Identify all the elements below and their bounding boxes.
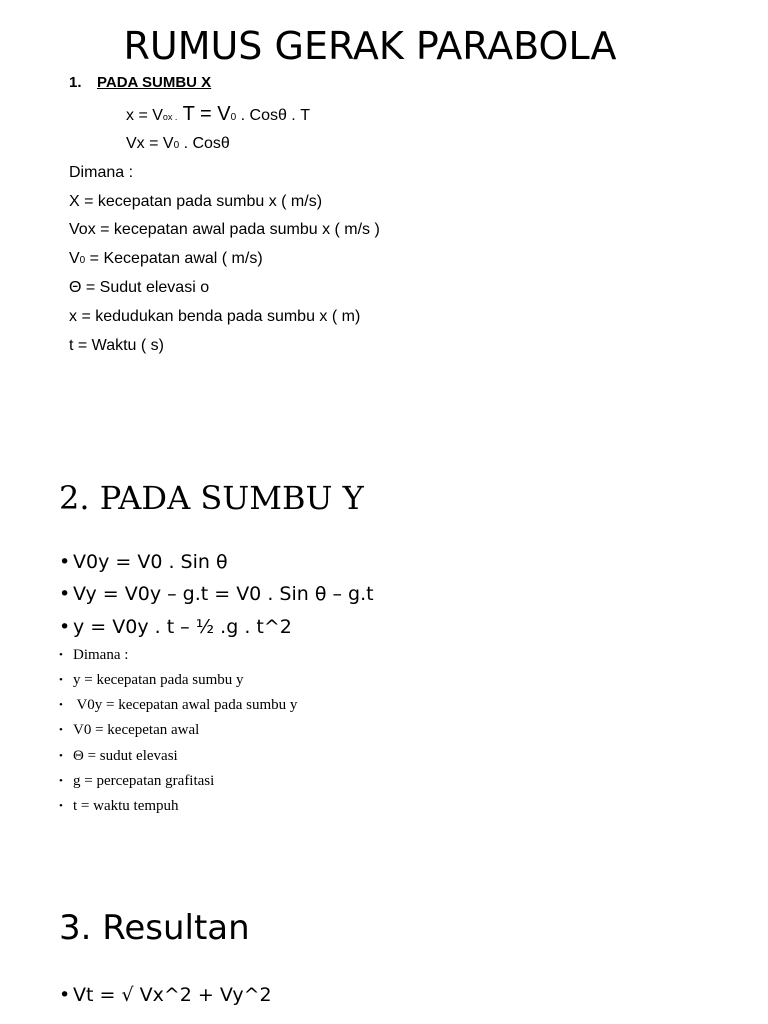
bullet: • — [59, 775, 63, 787]
document-title: RUMUS GERAK PARABOLA — [123, 24, 617, 68]
formula-text: Vy = V0y – g.t = V0 . Sin θ – g.t — [73, 583, 374, 605]
definition-v0 — [59, 720, 199, 740]
formula-vy — [59, 581, 374, 607]
definition-g — [59, 771, 214, 791]
bullet: • — [59, 699, 63, 711]
definition-v0y — [59, 695, 297, 715]
definition-text: t = waktu tempuh — [73, 798, 179, 814]
definition-theta — [59, 746, 178, 766]
section1-heading-text: PADA SUMBU X — [97, 74, 212, 91]
formula-part: T = V — [177, 103, 231, 125]
bullet: • — [59, 551, 71, 573]
definition-text: Dimana : — [73, 647, 129, 663]
bullet: • — [59, 583, 71, 605]
bullet: • — [59, 800, 63, 812]
definition-text: V0 = kecepetan awal — [73, 722, 200, 738]
bullet: • — [59, 750, 63, 762]
section1-dimana: Dimana : — [69, 164, 134, 181]
formula-text: V0y = V0 . Sin θ — [73, 551, 228, 573]
formula-y-position — [59, 614, 292, 640]
section2-heading: 2. PADA SUMBU Y — [59, 479, 364, 517]
formula-subscript: ox . — [162, 112, 178, 122]
formula-resultant — [59, 982, 272, 1008]
formula-part: . Cosθ — [179, 135, 230, 152]
formula-part: x = V — [126, 107, 163, 124]
section1-number: 1. — [69, 74, 82, 91]
formula-part: . Cosθ . T — [236, 107, 310, 124]
section3-heading: 3. Resultan — [59, 908, 250, 948]
bullet: • — [59, 674, 63, 686]
definition-part: V — [69, 250, 80, 267]
formula-text: y = V0y . t – ½ .g . t^2 — [73, 616, 292, 638]
definition-text: Θ = sudut elevasi — [73, 748, 178, 764]
definition-time: t = Waktu ( s) — [69, 337, 164, 354]
bullet: • — [59, 616, 71, 638]
formula-text: Vt = √ Vx^2 + Vy^2 — [73, 984, 272, 1006]
formula-v0y — [59, 549, 228, 575]
definition-position: x = kedudukan benda pada sumbu x ( m) — [69, 308, 361, 325]
bullet: • — [59, 724, 63, 736]
definition-subscript: 0 — [79, 255, 86, 266]
bullet: • — [59, 984, 71, 1006]
section2-dimana — [59, 645, 128, 665]
definition-text: y = kecepatan pada sumbu y — [73, 672, 244, 688]
definition-v0 — [69, 248, 263, 272]
section1-heading — [69, 73, 211, 93]
definition-x: X = kecepatan pada sumbu x ( m/s) — [69, 193, 323, 210]
definition-vox: Vox = kecepatan awal pada sumbu x ( m/s ) — [69, 221, 380, 238]
formula-part: Vx = V — [126, 135, 174, 152]
formula-x-position — [126, 103, 310, 129]
bullet: • — [59, 649, 63, 661]
definition-theta: Θ = Sudut elevasi o — [69, 279, 210, 296]
definition-part: = Kecepatan awal ( m/s) — [85, 250, 263, 267]
formula-subscript: 0 — [173, 140, 180, 151]
definition-y — [59, 670, 244, 690]
formula-vx — [126, 133, 230, 157]
formula-subscript: 0 — [230, 112, 237, 123]
definition-text: V0y = kecepatan awal pada sumbu y — [73, 697, 298, 713]
definition-text: g = percepatan grafitasi — [73, 773, 215, 789]
definition-t — [59, 796, 179, 816]
